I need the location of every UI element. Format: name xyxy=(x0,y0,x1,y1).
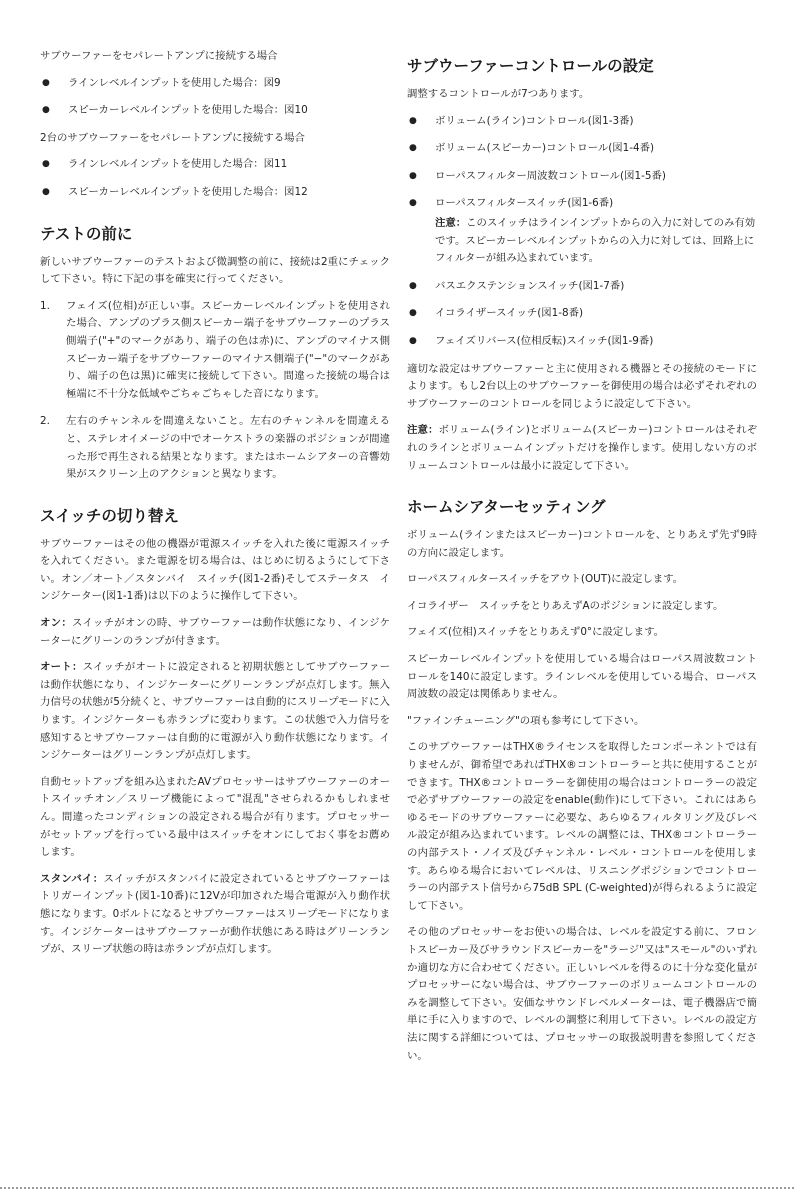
section-heading-controls: サブウーファーコントロールの設定 xyxy=(407,57,654,75)
paragraph: イコライザー スイッチをとりあえずAのポジションに設定します。 xyxy=(407,599,724,612)
paragraph: スピーカーレベルインプットを使用している場合はローパス周波数コントロールを140に設定します。ラインレベルを使用している場合、ローパス周波数の設定は関係ありません。 xyxy=(407,653,757,701)
paragraph: ボリューム(ラインまたはスピーカー)コントロールを、とりあえず先ず9時の方向に設定します。 xyxy=(407,529,757,559)
bullet-icon: ● xyxy=(42,159,50,170)
paragraph: 自動セットアップを組み込まれたAVプロセッサーはサブウーファーのオートスイッチオン／スリープ機能によって"混乱"させられるかもしれません。間違ったコンディションの設定される場合が有ります。プロセッサーがセットアップを行っている最中はスイッチをオンにしておく事をお薦めします。 xyxy=(40,775,390,859)
list-item: ● ローパスフィルタースイッチ(図1-6番) 注意：このスイッチはラインインプットからの入力に対してのみ有効です。スピーカーレベルインプットからの入力に対しては、回路上にフィルターが組み込まれています。 xyxy=(407,195,757,267)
section-heading-switching: スイッチの切り替え xyxy=(40,506,179,525)
list-item: ● ラインレベルインプットを使用した場合：図9 xyxy=(40,75,390,93)
list-item: ● バスエクステンションスイッチ(図1-7番) xyxy=(407,278,757,296)
numbered-item: 1. フェイズ(位相)が正しい事。スピーカーレベルインプットを使用された場合、アンプのプラス側スピーカー端子をサブウーファーのプラス側端子("+"のマークがあり、端子の色は赤)に、アンプのマイナス側スピーカー端子をサブウーファーのマイナス側端子("−"のマークがあり、端子の色は黒)に確実に接続して下さい。間違った接続の場合は極端に不十分な低域やごちゃごちゃした音になります。 xyxy=(40,299,390,400)
bullet-icon: ● xyxy=(409,115,417,126)
bullet-icon: ● xyxy=(409,335,417,346)
bottom-divider xyxy=(0,1187,794,1189)
section-heading-home-theater: ホームシアターセッティング xyxy=(407,498,606,517)
note: 注意：このスイッチはラインインプットからの入力に対してのみ有効です。スピーカーレベルインプットからの入力に対しては、回路上にフィルターが組み込まれています。 xyxy=(435,216,756,265)
paragraph-auto: オート：スイッチがオートに設定されると初期状態としてサブウーファーは動作状態になり、インジケーターにグリーンランプが点灯します。無入力信号の状態が5分続くと、サブウーファーは自動的にスリープモードに入ります。インジケーターも赤ランプに変わります。この状態で入力信号を感知するとサブウーファーは自動的に電源が入り動作状態になります。インジケーターはグリーンランプが点灯します。 xyxy=(40,661,390,762)
paragraph: サブウーファーはその他の機器が電源スイッチを入れた後に電源スイッチを入れてください。また電源を切る場合は、はじめに切るようにして下さい。オン／オート／スタンバイ スイッチ(図1-2番)そしてステータス インジケーター(図1-1番)は以下のように操作して下さい。 xyxy=(40,537,390,603)
paragraph: その他のプロセッサーをお使いの場合は、レベルを設定する前に、フロントスピーカー及びサラウンドスピーカーを"ラージ"又は"スモール"のいずれか適切な方に合わせてください。正しいレベルを得るのに十分な変化量がプロセッサーにない場合は、サブウーファーのボリュームコントロールのみを調整して下さい。安価なサウンドレベルメーターは、電子機器店で簡単に手に入りますので、レベルの調整に利用して下さい。レベルの設定方法に関する詳細については、プロセッサーの取扱説明書を参照してください。 xyxy=(407,926,757,1062)
list-item: ● スピーカーレベルインプットを使用した場合：図10 xyxy=(40,102,390,120)
paragraph: "ファインチューニング"の項も参考にして下さい。 xyxy=(407,714,645,727)
paragraph-standby: スタンバイ：スイッチがスタンバイに設定されているとサブウーファーはトリガーインプット(図1-10番)に12Vが印加された場合電源が入り動作状態になります。0ボルトになるとサブウーファーはスリープモードになります。インジケーターはサブウーファーが動作状態にある時はグリーンランプが、スリープ状態の時は赤ランプが点灯します。 xyxy=(40,872,390,956)
paragraph: 調整するコントロールが7つあります。 xyxy=(407,88,590,100)
paragraph-on: オン：スイッチがオンの時、サブウーファーは動作状態になり、インジケーターにグリーンのランプが付きます。 xyxy=(40,617,391,647)
paragraph: フェイズ(位相)スイッチをとりあえず0°に設定します。 xyxy=(407,626,665,639)
right-column xyxy=(407,48,757,1074)
bullet-icon: ● xyxy=(409,143,417,154)
list-item: ● ローパスフィルター周波数コントロール(図1-5番) xyxy=(407,168,757,186)
paragraph: ローパスフィルタースイッチをアウト(OUT)に設定します。 xyxy=(407,573,684,586)
list-item: ● イコライザースイッチ(図1-8番) xyxy=(407,305,757,323)
section-heading-before-test: テストの前に xyxy=(40,224,133,243)
numbered-item: 2. 左右のチャンネルを間違えないこと。左右のチャンネルを間違えると、ステレオイメージの中でオーケストラの楽器のポジションが間違った形で再生される結果となります。またはホームシアターの音響効果がスクリーン上のアクションと異なります。 xyxy=(40,415,390,481)
list-item: ● フェイズリバース(位相反転)スイッチ(図1-9番) xyxy=(407,333,757,351)
separate-amp-heading: サブウーファーをセパレートアンプに接続する場合 xyxy=(40,50,278,62)
bullet-icon: ● xyxy=(409,170,417,181)
bullet-icon: ● xyxy=(409,280,417,291)
bullet-icon: ● xyxy=(42,186,50,197)
left-column xyxy=(40,48,390,968)
two-subwoofer-heading: 2台のサブウーファーをセパレートアンプに接続する場合 xyxy=(40,131,305,144)
list-item: ● スピーカーレベルインプットを使用した場合：図12 xyxy=(40,184,390,202)
list-item: ● ボリューム(ライン)コントロール(図1-3番) xyxy=(407,113,757,131)
bullet-icon: ● xyxy=(42,105,50,116)
bullet-icon: ● xyxy=(42,77,50,88)
bullet-icon: ● xyxy=(409,198,417,209)
paragraph: 新しいサブウーファーのテストおよび微調整の前に、接続は2重にチェックして下さい。特に下記の事を確実に行ってください。 xyxy=(40,255,390,286)
list-item: ● ラインレベルインプットを使用した場合：図11 xyxy=(40,156,390,174)
paragraph: このサブウーファーはTHX®ライセンスを取得したコンポーネントでは有りませんが、御希望であればTHX®コントローラーと共に使用することができます。THX®コントローラーを御使用の場合はコントローラーの設定で必ずサブウーファーの設定をenable(動作)にして下さい。これにはあらゆるモードのサブウーファーに必要な、あらゆるフィルタリング及びレベル設定が組み込まれています。レベルの調整には、THX®コントローラーの内部テスト・ノイズ及びチャンネル・レベル・コントロールを使用します。あらゆる場合においてレベルは、リスニングポジションでコントローラーの内部テスト信号から75dB SPL (C-weighted)が得られるように設定して下さい。 xyxy=(407,741,757,912)
bullet-icon: ● xyxy=(409,308,417,319)
paragraph-volume-note: 注意：ボリューム(ライン)とボリューム(スピーカー)コントロールはそれぞれのラインとボリュームインプットだけを操作します。使用しない方のボリュームコントロールは最小に設定して下さい。 xyxy=(407,424,757,472)
paragraph: 適切な設定はサブウーファーと主に使用される機器とその接続のモードによります。もし2台以上のサブウーファーを御使用の場合は必ずそれぞれのサブウーファーのコントロールを同じように設定して下さい。 xyxy=(407,362,757,410)
list-item: ● ボリューム(スピーカー)コントロール(図1-4番) xyxy=(407,140,757,158)
